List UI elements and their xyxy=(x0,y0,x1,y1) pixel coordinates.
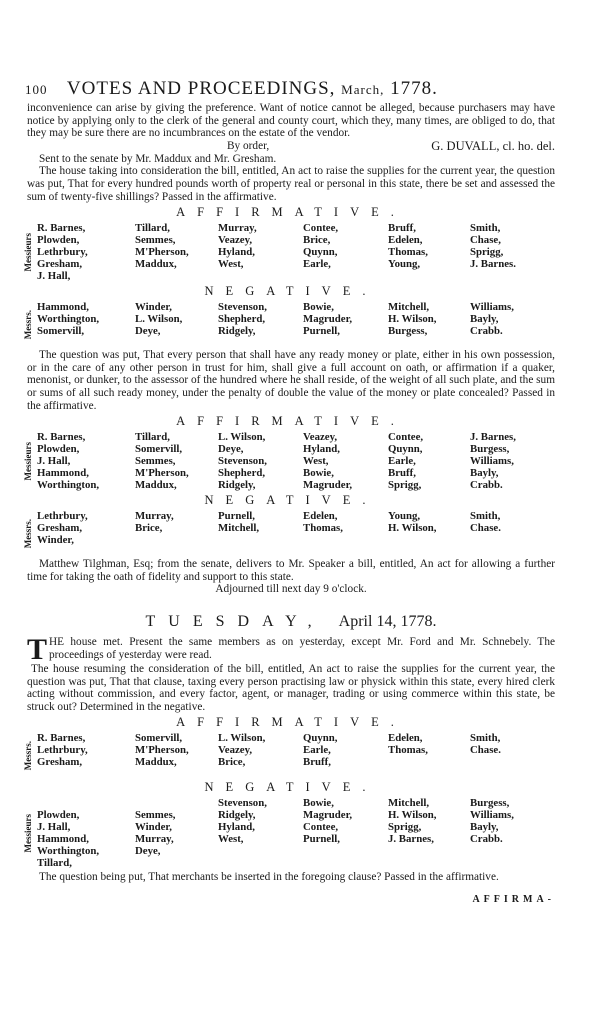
member-name: Lethrbury, xyxy=(37,246,88,259)
member-name: Semmes, xyxy=(135,809,176,822)
member-name: J. Hall, xyxy=(37,455,71,468)
heading-affirmative: AFFIRMATIVE. xyxy=(176,205,406,220)
member-name: Quynn, xyxy=(303,732,338,745)
member-name: Plowden, xyxy=(37,234,80,247)
vote-row xyxy=(27,234,555,246)
member-name: Somervill, xyxy=(135,443,183,456)
member-name: Bruff, xyxy=(388,467,416,480)
member-name: Stevenson, xyxy=(218,301,267,314)
member-name: Bayly, xyxy=(470,821,499,834)
member-name: J. Hall, xyxy=(37,821,71,834)
heading-affirmative: AFFIRMATIVE. xyxy=(176,414,406,429)
vote-row xyxy=(27,246,555,258)
member-name: M'Pherson, xyxy=(135,246,189,259)
member-name: Brice, xyxy=(218,756,246,769)
heading-negative: NEGATIVE. xyxy=(204,780,378,795)
vote-negative-1 xyxy=(23,301,555,347)
member-name: Bowie, xyxy=(303,301,334,314)
vote-row xyxy=(27,510,555,522)
member-name: Stevenson, xyxy=(218,455,267,468)
member-name: Bruff, xyxy=(303,756,331,769)
member-name: Young, xyxy=(388,258,421,271)
member-name: Hammond, xyxy=(37,301,89,314)
member-name: Semmes, xyxy=(135,234,176,247)
member-name: Williams, xyxy=(470,809,514,822)
messieurs-label: Messrs. xyxy=(23,740,33,770)
member-name: Sprigg, xyxy=(388,821,422,834)
vote-row xyxy=(27,732,555,744)
member-name: West, xyxy=(218,833,244,846)
member-name: Winder, xyxy=(135,821,172,834)
member-name: Murray, xyxy=(218,222,257,235)
header-year: 1778. xyxy=(390,78,438,99)
member-name: Hyland, xyxy=(218,246,255,259)
member-name: Crabb. xyxy=(470,479,503,492)
member-name: J. Barnes. xyxy=(470,258,516,271)
vote-negative-3 xyxy=(23,797,555,870)
messieurs-label: Messieurs xyxy=(23,232,33,272)
member-name: Purnell, xyxy=(303,833,340,846)
member-name: Hyland, xyxy=(218,821,255,834)
member-name: Quynn, xyxy=(303,246,338,259)
member-name: Magruder, xyxy=(303,313,353,326)
member-name: Chase. xyxy=(470,522,501,535)
member-name: Gresham, xyxy=(37,522,83,535)
member-name: H. Wilson, xyxy=(388,809,437,822)
member-name: Quynn, xyxy=(388,443,423,456)
heading-negative: NEGATIVE. xyxy=(204,493,378,508)
member-name: Purnell, xyxy=(218,510,255,523)
member-name: L. Wilson, xyxy=(218,431,266,444)
messieurs-label: Messrs. xyxy=(23,309,33,339)
vote-row xyxy=(27,325,555,337)
member-name: Hammond, xyxy=(37,833,89,846)
paragraph-continuation: inconvenience can arise by giving the preference. Want of notice cannot be alleged, because purchasers may have notice by applying only to the clerk of the general and county court, which they, many times, are obliged to do, that they may be sure there are no incumbrances on the estate of the vendor. xyxy=(27,102,555,140)
vote-row xyxy=(27,258,555,270)
heading-affirmative: AFFIRMATIVE. xyxy=(176,715,406,730)
member-name: M'Pherson, xyxy=(135,744,189,757)
member-name: Contee, xyxy=(303,821,339,834)
vote-row xyxy=(27,857,555,869)
member-name: Winder, xyxy=(37,534,74,547)
member-name: Crabb. xyxy=(470,325,503,338)
member-name: Tillard, xyxy=(135,222,170,235)
member-name: Thomas, xyxy=(388,246,428,259)
member-name: R. Barnes, xyxy=(37,431,86,444)
member-name: Lethrbury, xyxy=(37,510,88,523)
member-name: Worthington, xyxy=(37,845,100,858)
member-name: West, xyxy=(218,258,244,271)
header-month: March, xyxy=(341,82,385,97)
member-name: Smith, xyxy=(470,222,501,235)
vote-affirmative-3 xyxy=(23,732,555,778)
paragraph-house-met xyxy=(27,632,555,666)
member-name: Ridgely, xyxy=(218,479,256,492)
member-name: Edelen, xyxy=(388,732,423,745)
vote-row xyxy=(27,443,555,455)
member-name: Veazey, xyxy=(218,744,253,757)
member-name: Thomas, xyxy=(303,522,343,535)
signature-line xyxy=(27,140,555,153)
member-name: Gresham, xyxy=(37,756,83,769)
vote-row xyxy=(27,301,555,313)
vote-row xyxy=(27,222,555,234)
vote-row xyxy=(27,797,555,809)
member-name: Sprigg, xyxy=(388,479,422,492)
member-name: Hammond, xyxy=(37,467,89,480)
member-name: Deye, xyxy=(135,845,161,858)
member-name: Winder, xyxy=(135,301,172,314)
member-name: L. Wilson, xyxy=(218,732,266,745)
member-name: Shepherd, xyxy=(218,313,266,326)
member-name: Maddux, xyxy=(135,258,177,271)
vote-negative-2 xyxy=(23,510,555,556)
member-name: Purnell, xyxy=(303,325,340,338)
member-name: Magruder, xyxy=(303,809,353,822)
messieurs-label: Messieurs xyxy=(23,441,33,481)
member-name: Murray, xyxy=(135,833,174,846)
member-name: Edelen, xyxy=(388,234,423,247)
member-name: Bayly, xyxy=(470,467,499,480)
house-met-text: HE house met. Present the same members as on yesterday, except Mr. Ford and Mr. Schnebely. The proceedings of yesterday were read. xyxy=(49,635,555,661)
sent-to-senate: Sent to the senate by Mr. Maddux and Mr. Gresham. xyxy=(39,152,277,165)
member-name: Veazey, xyxy=(303,431,338,444)
member-name: Burgess, xyxy=(470,443,510,456)
catchword: AFFIRMA- xyxy=(472,893,555,905)
member-name: Contee, xyxy=(303,222,339,235)
member-name: Burgess, xyxy=(470,797,510,810)
member-name: Earle, xyxy=(388,455,416,468)
member-name: H. Wilson, xyxy=(388,313,437,326)
vote-row xyxy=(27,809,555,821)
member-name: Deye, xyxy=(218,443,244,456)
member-name: Stevenson, xyxy=(218,797,267,810)
member-name: Brice, xyxy=(135,522,163,535)
member-name: Maddux, xyxy=(135,756,177,769)
member-name: Bowie, xyxy=(303,797,334,810)
member-name: Earle, xyxy=(303,258,331,271)
member-name: Ridgely, xyxy=(218,809,256,822)
member-name: Plowden, xyxy=(37,443,80,456)
member-name: Thomas, xyxy=(388,744,428,757)
member-name: West, xyxy=(303,455,329,468)
member-name: Worthington, xyxy=(37,313,100,326)
header-title: VOTES AND PROCEEDINGS, xyxy=(66,78,336,99)
messieurs-label: Messieurs xyxy=(23,814,33,853)
vote-row xyxy=(27,479,555,491)
member-name: Smith, xyxy=(470,510,501,523)
member-name: Chase. xyxy=(470,744,501,757)
member-name: Williams, xyxy=(470,301,514,314)
adjourned: Adjourned till next day 9 o'clock. xyxy=(215,583,367,596)
member-name: Maddux, xyxy=(135,479,177,492)
by-order: By order, xyxy=(227,139,270,152)
vote-row xyxy=(27,467,555,479)
member-name: Somervill, xyxy=(135,732,183,745)
member-name: Lethrbury, xyxy=(37,744,88,757)
member-name: Edelen, xyxy=(303,510,338,523)
paragraph-merchants: The question being put, That merchants be inserted in the foregoing clause? Passed in the affirmative. xyxy=(39,871,499,884)
vote-row xyxy=(27,522,555,534)
member-name: Smith, xyxy=(470,732,501,745)
running-header xyxy=(25,78,555,100)
member-name: Worthington, xyxy=(37,479,100,492)
member-name: Ridgely, xyxy=(218,325,256,338)
member-name: Tillard, xyxy=(135,431,170,444)
member-name: Semmes, xyxy=(135,455,176,468)
member-name: Tillard, xyxy=(37,857,72,870)
member-name: Bayly, xyxy=(470,313,499,326)
vote-affirmative-2 xyxy=(23,431,555,492)
member-name: Crabb. xyxy=(470,833,503,846)
paragraph-clause: The house resuming the consideration of the bill, entitled, An act to raise the supplies for the current year, the question was put, That that clause, taxing every person practising law or physick within this state, every hired clerk acting without commission, and every factor, agent, or manager, trading or using commerce within this state, be struck out? Determined in the negative. xyxy=(27,662,555,713)
member-name: J. Barnes, xyxy=(470,431,516,444)
member-name: M'Pherson, xyxy=(135,467,189,480)
vote-row xyxy=(27,744,555,756)
member-name: R. Barnes, xyxy=(37,222,86,235)
day-heading xyxy=(27,612,555,632)
member-name: Deye, xyxy=(135,325,161,338)
member-name: Gresham, xyxy=(37,258,83,271)
drop-cap: T xyxy=(27,632,48,666)
member-name: Sprigg, xyxy=(470,246,504,259)
heading-negative: NEGATIVE. xyxy=(204,284,378,299)
day-date: April 14, 1778. xyxy=(338,612,437,630)
page-body xyxy=(23,102,555,906)
member-name: Chase, xyxy=(470,234,501,247)
member-name: Plowden, xyxy=(37,809,80,822)
vote-affirmative-1 xyxy=(23,222,555,283)
member-name: J. Hall, xyxy=(37,270,71,283)
member-name: Bowie, xyxy=(303,467,334,480)
member-name: R. Barnes, xyxy=(37,732,86,745)
vote-row xyxy=(27,534,555,546)
member-name: Magruder, xyxy=(303,479,353,492)
member-name: L. Wilson, xyxy=(135,313,183,326)
member-name: Murray, xyxy=(135,510,174,523)
member-name: Young, xyxy=(388,510,421,523)
member-name: Burgess, xyxy=(388,325,428,338)
member-name: Brice, xyxy=(303,234,331,247)
vote-row xyxy=(27,431,555,443)
member-name: Hyland, xyxy=(303,443,340,456)
member-name: J. Barnes, xyxy=(388,833,434,846)
vote-row xyxy=(27,313,555,325)
member-name: Mitchell, xyxy=(388,797,430,810)
signature: G. DUVALL, cl. ho. del. xyxy=(431,138,555,153)
vote-row xyxy=(27,270,555,282)
vote-row xyxy=(27,455,555,467)
vote-row xyxy=(27,756,555,768)
day-title: TUESDAY, xyxy=(145,612,325,630)
member-name: Williams, xyxy=(470,455,514,468)
paragraph-bill-supplies: The house taking into consideration the bill, entitled, An act to raise the supplies for the current year, the question was put, That for every hundred pounds worth of property real or personal in this state, there be set and assessed the sum of twenty-five shillings? Passed in the affirmative. xyxy=(27,165,555,203)
paragraph-ready-money: The question was put, That every person that shall have any ready money or plate, either in his own possession, or in the care of any other person in trust for him, shall give a full account on oath, or affirmation if a quaker, menonist, or dunker, to the assessor of the hundred where he shall reside, of the weight of all such plate, and the sum or sums of all such ready money, under the penalty of double the value of the money or plate concealed? Passed in the affirmative. xyxy=(27,349,555,412)
member-name: Somervill, xyxy=(37,325,85,338)
member-name: Veazey, xyxy=(218,234,253,247)
member-name: Shepherd, xyxy=(218,467,266,480)
member-name: Mitchell, xyxy=(218,522,260,535)
vote-row xyxy=(27,845,555,857)
vote-row xyxy=(27,821,555,833)
messieurs-label: Messrs. xyxy=(23,518,33,548)
paragraph-tilghman: Matthew Tilghman, Esq; from the senate, delivers to Mr. Speaker a bill, entitled, An act for allowing a further time for taking the oath of fidelity and support to this state. xyxy=(27,558,555,583)
page-number: 100 xyxy=(25,82,48,97)
vote-row xyxy=(27,833,555,845)
member-name: H. Wilson, xyxy=(388,522,437,535)
member-name: Bruff, xyxy=(388,222,416,235)
member-name: Mitchell, xyxy=(388,301,430,314)
member-name: Earle, xyxy=(303,744,331,757)
member-name: Contee, xyxy=(388,431,424,444)
